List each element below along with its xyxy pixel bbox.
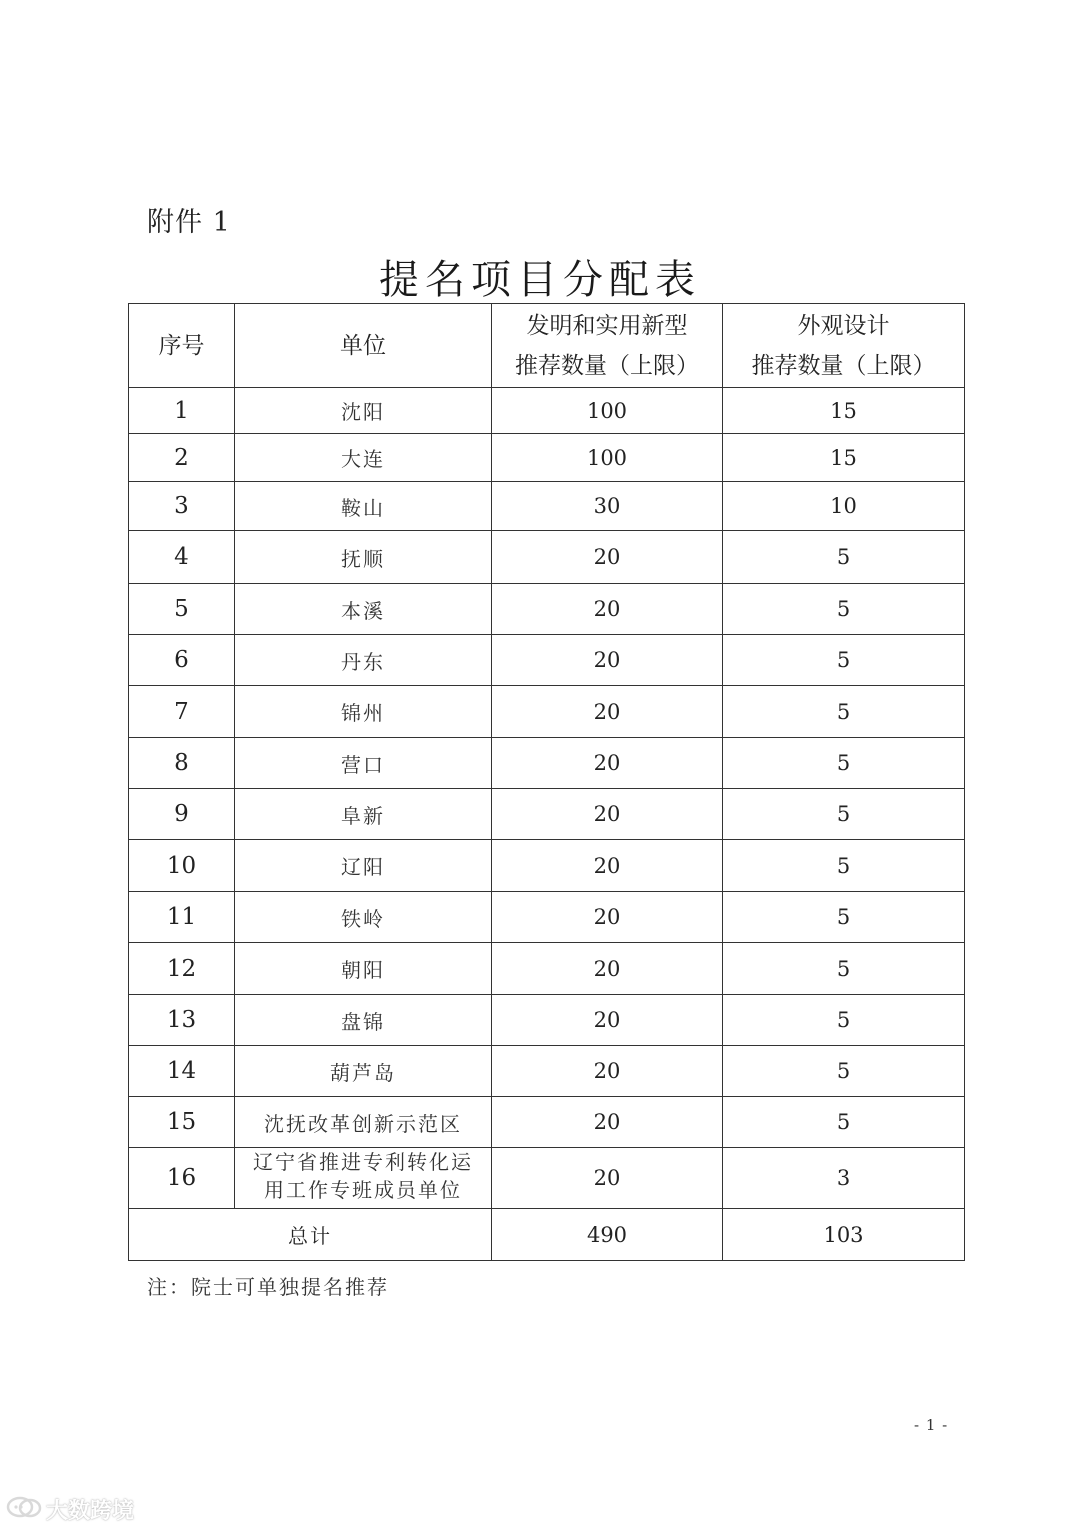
header-index: 序号 xyxy=(129,304,235,388)
watermark xyxy=(6,1494,134,1525)
table-row xyxy=(129,1097,965,1148)
attachment-label: 附件 1 xyxy=(147,207,231,238)
row-unit: 鞍山 xyxy=(235,482,492,531)
row-unit: 朝阳 xyxy=(235,943,492,995)
table-row xyxy=(129,434,965,482)
row-invention-quota: 20 xyxy=(492,892,723,943)
row-design-quota: 5 xyxy=(723,635,965,686)
table-header-row xyxy=(129,304,965,388)
row-index: 8 xyxy=(129,738,235,789)
row-unit-line2: 用工作专班成员单位 xyxy=(264,1178,462,1202)
row-index: 14 xyxy=(129,1046,235,1097)
row-index: 2 xyxy=(129,434,235,482)
row-invention-quota: 30 xyxy=(492,482,723,531)
row-invention-quota: 20 xyxy=(492,738,723,789)
row-index: 7 xyxy=(129,686,235,738)
row-design-quota: 5 xyxy=(723,1097,965,1148)
row-invention-quota: 20 xyxy=(492,840,723,892)
page-number: - 1 - xyxy=(914,1416,949,1434)
header-design-line1: 外观设计 xyxy=(797,312,890,339)
table-row xyxy=(129,686,965,738)
row-design-quota: 5 xyxy=(723,584,965,635)
row-invention-quota: 20 xyxy=(492,1148,723,1209)
row-unit: 葫芦岛 xyxy=(235,1046,492,1097)
table-row xyxy=(129,388,965,434)
row-unit: 本溪 xyxy=(235,584,492,635)
row-invention-quota: 20 xyxy=(492,943,723,995)
row-unit: 营口 xyxy=(235,738,492,789)
row-unit: 锦州 xyxy=(235,686,492,738)
row-invention-quota: 20 xyxy=(492,531,723,584)
row-design-quota: 5 xyxy=(723,686,965,738)
table-row xyxy=(129,995,965,1046)
row-design-quota: 5 xyxy=(723,738,965,789)
row-design-quota: 5 xyxy=(723,1046,965,1097)
row-unit: 抚顺 xyxy=(235,531,492,584)
table-row xyxy=(129,892,965,943)
row-design-quota: 5 xyxy=(723,840,965,892)
footnote: 注：院士可单独提名推荐 xyxy=(147,1275,389,1299)
row-index: 9 xyxy=(129,789,235,840)
header-unit: 单位 xyxy=(235,304,492,388)
row-index: 11 xyxy=(129,892,235,943)
row-index: 3 xyxy=(129,482,235,531)
row-invention-quota: 20 xyxy=(492,1097,723,1148)
row-unit: 阜新 xyxy=(235,789,492,840)
row-unit: 丹东 xyxy=(235,635,492,686)
row-invention-quota: 20 xyxy=(492,1046,723,1097)
row-invention-quota: 20 xyxy=(492,635,723,686)
watermark-text: 大数跨境 xyxy=(46,1499,135,1524)
row-index: 12 xyxy=(129,943,235,995)
row-unit-line1: 辽宁省推进专利转化运 xyxy=(253,1150,473,1174)
document-title: 提名项目分配表 xyxy=(379,257,701,303)
row-unit: 盘锦 xyxy=(235,995,492,1046)
header-design xyxy=(723,304,965,388)
total-design-quota: 103 xyxy=(723,1209,965,1261)
row-index: 13 xyxy=(129,995,235,1046)
row-unit: 沈阳 xyxy=(235,388,492,434)
row-design-quota: 10 xyxy=(723,482,965,531)
row-unit: 辽阳 xyxy=(235,840,492,892)
table-row xyxy=(129,1148,965,1209)
table-row xyxy=(129,531,965,584)
row-index: 5 xyxy=(129,584,235,635)
row-unit: 铁岭 xyxy=(235,892,492,943)
total-row xyxy=(129,1209,965,1261)
row-index: 1 xyxy=(129,388,235,434)
header-design-line2: 推荐数量（上限） xyxy=(751,352,936,379)
row-invention-quota: 20 xyxy=(492,686,723,738)
row-invention-quota: 20 xyxy=(492,789,723,840)
row-index: 15 xyxy=(129,1097,235,1148)
total-invention-quota: 490 xyxy=(492,1209,723,1261)
row-unit: 大连 xyxy=(235,434,492,482)
row-design-quota: 3 xyxy=(723,1148,965,1209)
header-invention-line1: 发明和实用新型 xyxy=(526,312,688,339)
row-invention-quota: 100 xyxy=(492,388,723,434)
row-design-quota: 5 xyxy=(723,531,965,584)
table-row xyxy=(129,1046,965,1097)
allocation-table xyxy=(128,303,965,1261)
row-invention-quota: 20 xyxy=(492,584,723,635)
header-invention xyxy=(492,304,723,388)
table-row xyxy=(129,789,965,840)
row-design-quota: 15 xyxy=(723,388,965,434)
row-index: 10 xyxy=(129,840,235,892)
table-row xyxy=(129,635,965,686)
row-design-quota: 5 xyxy=(723,892,965,943)
row-design-quota: 5 xyxy=(723,789,965,840)
row-unit xyxy=(235,1148,492,1209)
chat-bubble-logo-icon xyxy=(6,1495,42,1525)
table-row xyxy=(129,840,965,892)
table-row xyxy=(129,482,965,531)
row-invention-quota: 20 xyxy=(492,995,723,1046)
row-index: 4 xyxy=(129,531,235,584)
table-row xyxy=(129,738,965,789)
header-invention-line2: 推荐数量（上限） xyxy=(515,352,699,379)
row-index: 16 xyxy=(129,1148,235,1209)
row-index: 6 xyxy=(129,635,235,686)
table-row xyxy=(129,584,965,635)
row-design-quota: 15 xyxy=(723,434,965,482)
total-label: 总计 xyxy=(129,1209,492,1261)
row-design-quota: 5 xyxy=(723,943,965,995)
row-unit: 沈抚改革创新示范区 xyxy=(235,1097,492,1148)
row-design-quota: 5 xyxy=(723,995,965,1046)
table-row xyxy=(129,943,965,995)
row-invention-quota: 100 xyxy=(492,434,723,482)
